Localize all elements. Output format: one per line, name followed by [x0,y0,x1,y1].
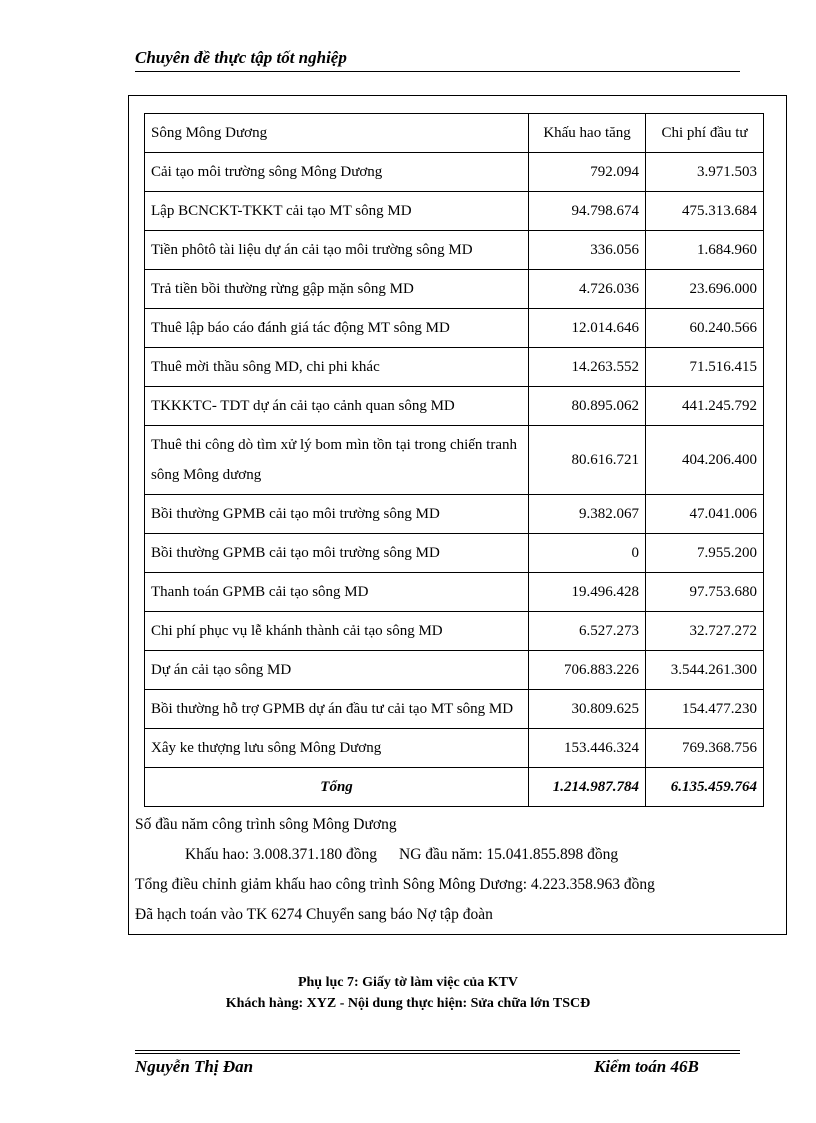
row-label-cell: Dự án cải tạo sông MD [145,651,529,690]
row-depreciation-cell: 9.382.067 [529,495,646,534]
row-investment-cell: 154.477.230 [646,690,764,729]
table-row [145,612,764,651]
appendix-subtitle: Khách hàng: XYZ - Nội dung thực hiện: Sửa chữa lớn TSCĐ [225,996,591,1011]
table-row [145,387,764,426]
row-label-cell: Bồi thường GPMB cải tạo môi trường sông MD [145,495,529,534]
row-investment-cell: 1.684.960 [646,231,764,270]
row-label-cell: TKKKTC- TDT dự án cải tạo cảnh quan sông MD [145,387,529,426]
table-row [145,231,764,270]
table-row [145,348,764,387]
row-depreciation-cell: 706.883.226 [529,651,646,690]
row-label-cell: Bồi thường hỗ trợ GPMB dự án đầu tư cải tạo MT sông MD [145,690,529,729]
total-investment-cell: 6.135.459.764 [646,768,764,807]
row-depreciation-cell: 80.895.062 [529,387,646,426]
row-investment-cell: 32.727.272 [646,612,764,651]
row-label-cell: Cải tạo môi trường sông Mông Dương [145,153,529,192]
footer-rule-thick [135,1053,740,1054]
page-header-title: Chuyên đề thực tập tốt nghiệp [135,48,347,67]
row-depreciation-cell: 14.263.552 [529,348,646,387]
row-label-cell: Thuê lập báo cáo đánh giá tác động MT sông MD [145,309,529,348]
row-depreciation-cell: 80.616.721 [529,426,646,495]
table-row [145,729,764,768]
table-row [145,573,764,612]
row-depreciation-cell: 94.798.674 [529,192,646,231]
row-label-cell: Tiền phôtô tài liệu dự án cải tạo môi trường sông MD [145,231,529,270]
row-investment-cell: 475.313.684 [646,192,764,231]
row-depreciation-cell: 153.446.324 [529,729,646,768]
row-label-cell: Chi phí phục vụ lễ khánh thành cải tạo sông MD [145,612,529,651]
row-depreciation-cell: 19.496.428 [529,573,646,612]
row-label-cell: Xây ke thượng lưu sông Mông Dương [145,729,529,768]
table-row [145,690,764,729]
header-label-cell: Sông Mông Dương [145,114,529,153]
table-row [145,192,764,231]
depreciation-table [144,113,764,807]
row-depreciation-cell: 4.726.036 [529,270,646,309]
summary-opening-title: Số đầu năm công trình sông Mông Dương [135,816,397,833]
header-depreciation-cell: Khấu hao tăng [529,114,646,153]
row-depreciation-cell: 6.527.273 [529,612,646,651]
summary-original-cost: NG đầu năm: 15.041.855.898 đồng [399,846,619,863]
row-investment-cell: 3.544.261.300 [646,651,764,690]
table-row [145,495,764,534]
total-label-cell: Tổng [145,768,529,807]
table-row [145,309,764,348]
table-row [145,426,764,495]
summary-adjustment: Tổng điều chỉnh giảm khấu hao công trình Sông Mông Dương: 4.223.358.963 đồng [135,876,655,893]
row-investment-cell: 23.696.000 [646,270,764,309]
row-investment-cell: 97.753.680 [646,573,764,612]
row-label-cell: Bồi thường GPMB cải tạo môi trường sông MD [145,534,529,573]
row-label-cell: Thuê thi công dò tìm xử lý bom mìn tồn tại trong chiến tranh sông Mông dương [145,426,529,495]
row-label-cell: Thuê mời thầu sông MD, chi phi khác [145,348,529,387]
table-total-row [145,768,764,807]
appendix-title: Phụ lục 7: Giấy tờ làm việc của KTV [297,975,519,990]
header-rule [135,71,740,72]
row-depreciation-cell: 0 [529,534,646,573]
footer-class: Kiểm toán 46B [594,1057,699,1076]
header-investment-cell: Chi phí đầu tư [646,114,764,153]
table-row [145,651,764,690]
table-row [145,534,764,573]
row-investment-cell: 3.971.503 [646,153,764,192]
footer-author: Nguyễn Thị Đan [135,1057,254,1076]
table-row [145,153,764,192]
row-depreciation-cell: 30.809.625 [529,690,646,729]
row-investment-cell: 404.206.400 [646,426,764,495]
summary-opening-values [185,846,618,864]
footer-rule-thin [135,1050,740,1051]
row-investment-cell: 441.245.792 [646,387,764,426]
row-label-cell: Lập BCNCKT-TKKT cải tạo MT sông MD [145,192,529,231]
row-investment-cell: 71.516.415 [646,348,764,387]
row-investment-cell: 60.240.566 [646,309,764,348]
total-depreciation-cell: 1.214.987.784 [529,768,646,807]
summary-accounting-note: Đã hạch toán vào TK 6274 Chuyển sang báo Nợ tập đoàn [135,906,493,923]
row-investment-cell: 7.955.200 [646,534,764,573]
summary-depreciation: Khấu hao: 3.008.371.180 đồng [185,846,378,863]
table-header-row [145,114,764,153]
row-label-cell: Thanh toán GPMB cải tạo sông MD [145,573,529,612]
row-depreciation-cell: 336.056 [529,231,646,270]
table-row [145,270,764,309]
row-depreciation-cell: 792.094 [529,153,646,192]
row-label-cell: Trả tiền bồi thường rừng gập mặn sông MD [145,270,529,309]
row-investment-cell: 47.041.006 [646,495,764,534]
table-body [145,114,764,807]
row-investment-cell: 769.368.756 [646,729,764,768]
row-depreciation-cell: 12.014.646 [529,309,646,348]
